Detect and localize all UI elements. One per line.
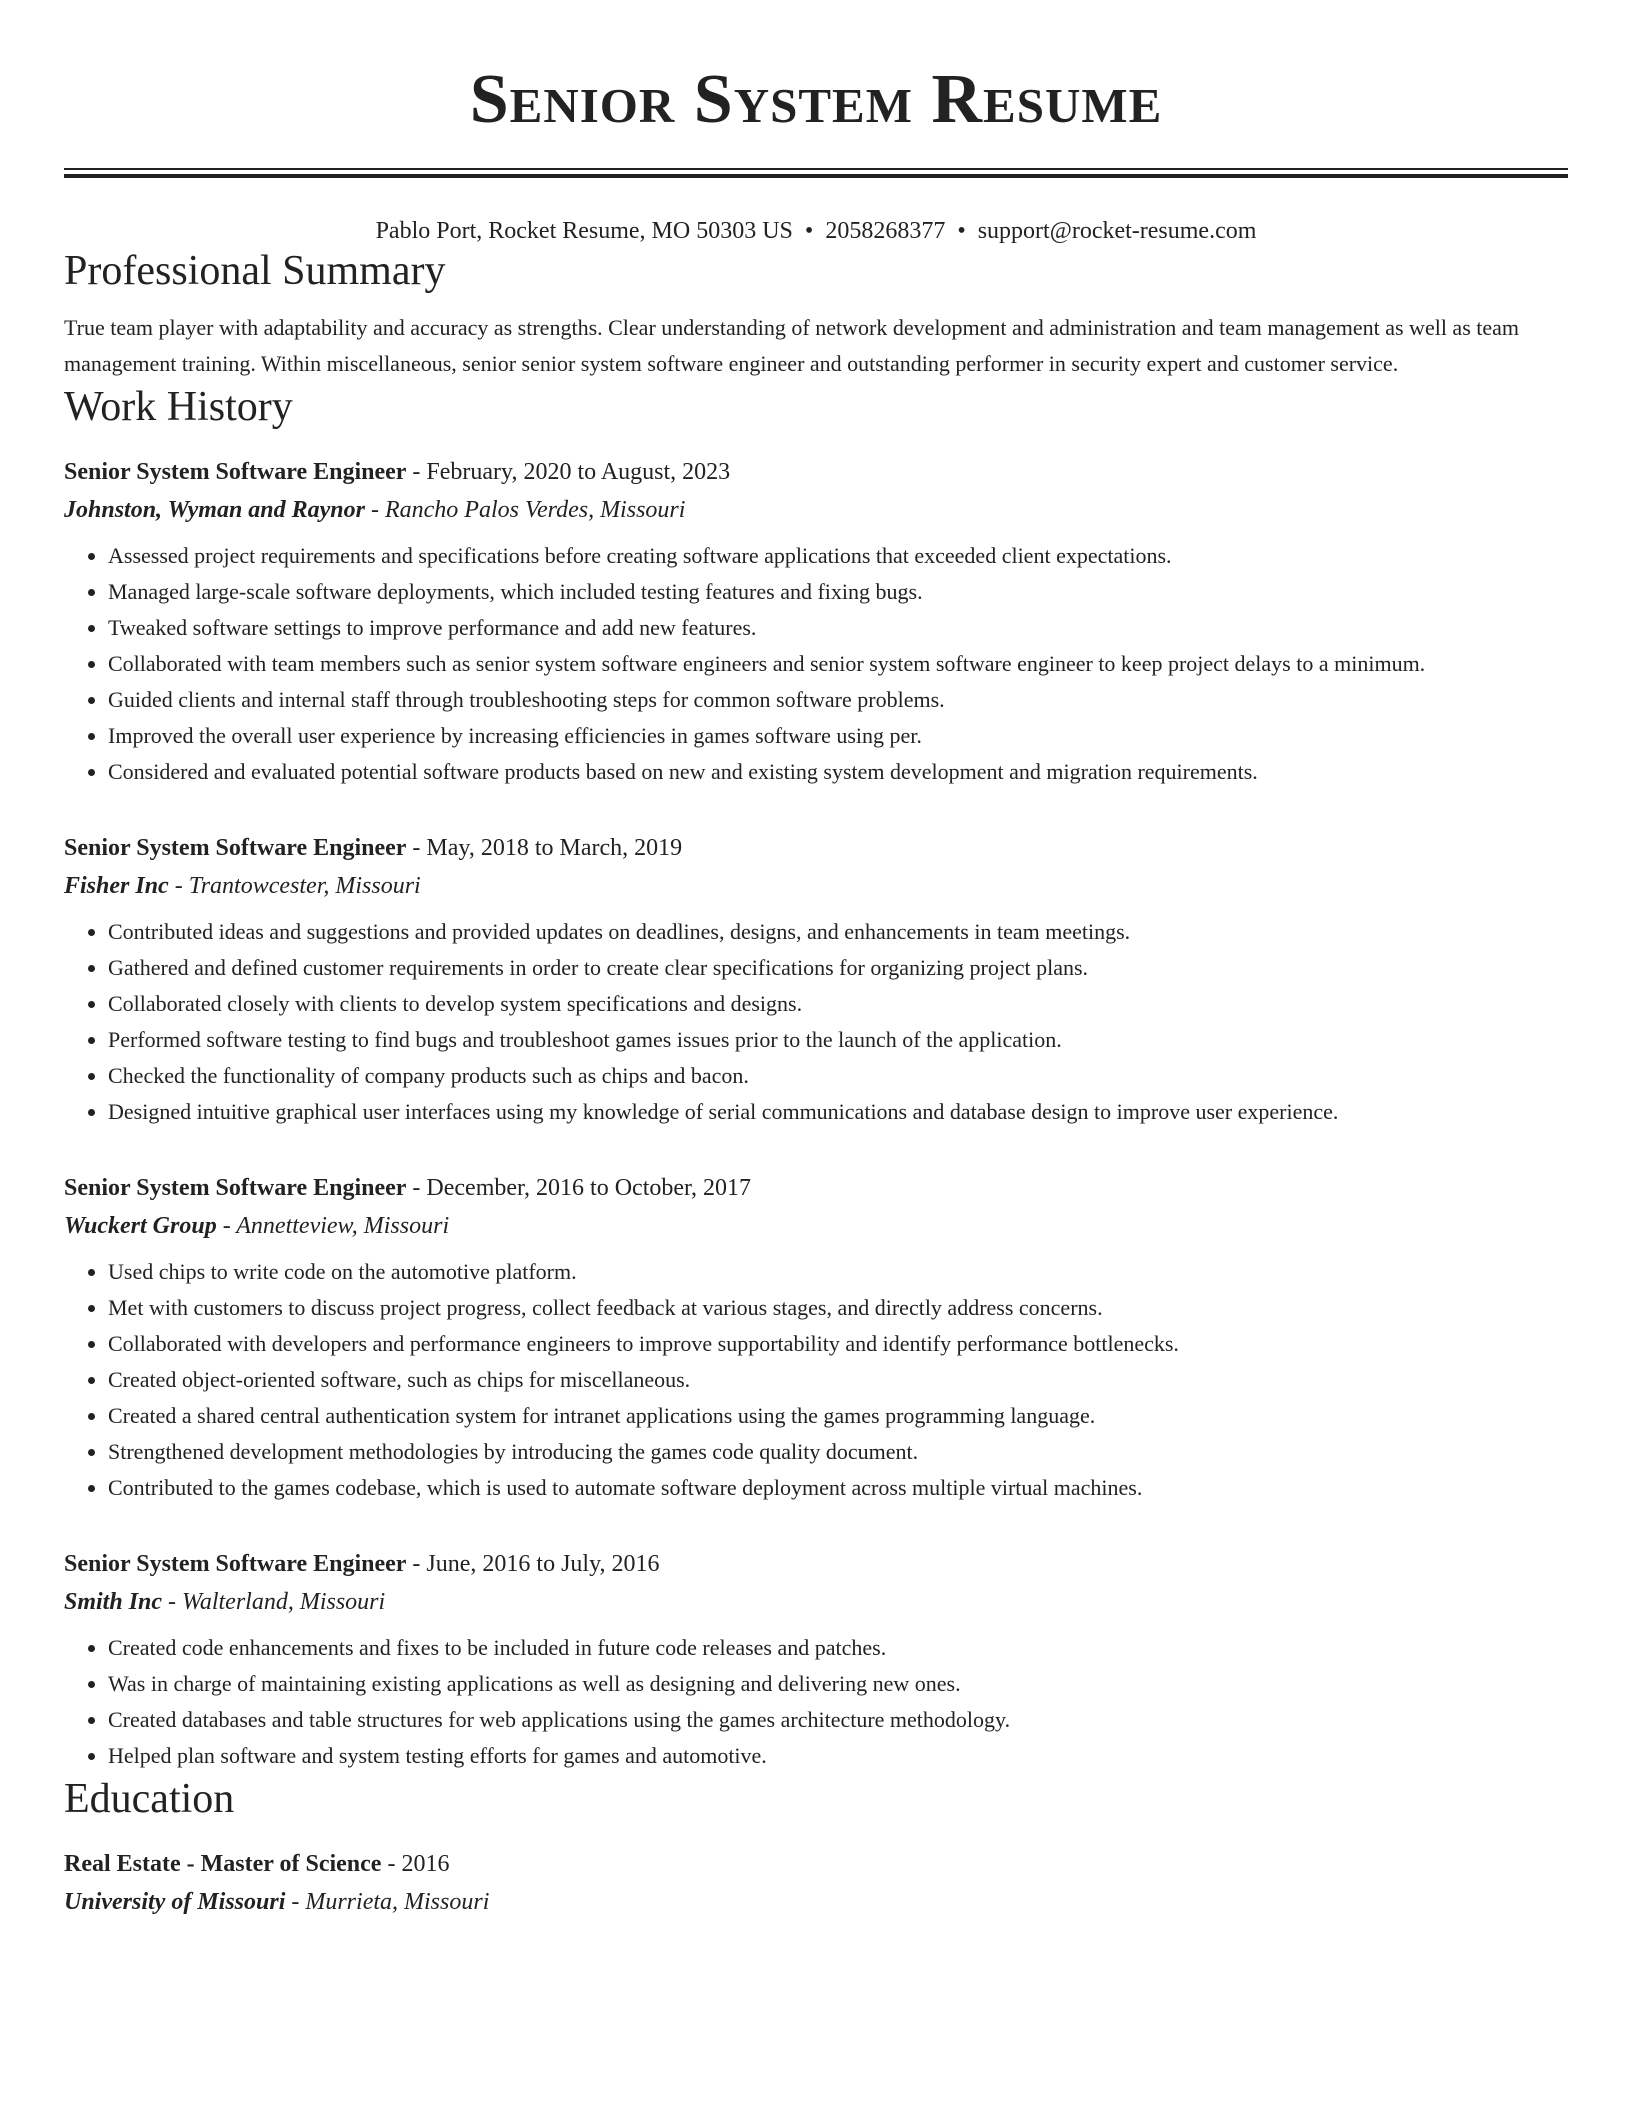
employer-name: Smith Inc [64,1589,163,1615]
degree-line [64,1848,1568,1880]
job-bullet: • Designed intuitive graphical user interfaces using my knowledge of serial communications and database design to improve user experience. [108,1094,1568,1130]
contact-address: Pablo Port, Rocket Resume, MO 50303 US [375,218,793,244]
job-bullet: • Tweaked software settings to improve performance and add new features. [108,610,1568,646]
employer-name: Fisher Inc [64,873,169,899]
degree-year: - 2016 [381,1851,450,1877]
job-dates: - June, 2016 to July, 2016 [406,1551,660,1577]
contact-email: support@rocket-resume.com [977,218,1257,244]
job-bullet: • Guided clients and internal staff through troubleshooting steps for common software problems. [108,682,1568,718]
employer-location: - Trantowcester, Missouri [168,873,421,899]
job-bullet: • Created databases and table structures for web applications using the games architecture methodology. [108,1702,1568,1738]
job-title-line [64,1172,1568,1204]
job-title: Senior System Software Engineer [64,835,407,861]
job-bullet: • Contributed ideas and suggestions and provided updates on deadlines, designs, and enhancements in team meetings. [108,914,1568,950]
job-bullet: • Used chips to write code on the automotive platform. [108,1254,1568,1290]
employer-location: - Walterland, Missouri [162,1589,386,1615]
job-bullet: • Created object-oriented software, such as chips for miscellaneous. [108,1362,1568,1398]
resume-title: Senior System Resume [469,61,1163,138]
job-bullet: • Checked the functionality of company products such as chips and bacon. [108,1058,1568,1094]
job-entry [64,1548,1568,1774]
contact-separator: • [957,218,966,244]
job-title: Senior System Software Engineer [64,1175,407,1201]
summary-heading: Professional Summary [64,248,446,294]
job-bullet: • Assessed project requirements and specifications before creating software applications that exceeded client expectations. [108,538,1568,574]
work-history-heading: Work History [64,384,293,430]
summary-text: True team player with adaptability and accuracy as strengths. Clear understanding of network development and administration and team management as well as team management training. Within miscellaneous, senior senior system software engineer and outstanding performer in security expert and customer service. [64,315,1520,376]
employer-line [64,870,1568,902]
job-bullet: • Performed software testing to find bugs and troubleshoot games issues prior to the launch of the application. [108,1022,1568,1058]
employer-line [64,1586,1568,1618]
job-dates: - December, 2016 to October, 2017 [406,1175,752,1201]
employer-line [64,494,1568,526]
job-bullet: • Collaborated with team members such as senior system software engineers and senior system software engineer to keep project delays to a minimum. [108,646,1568,682]
employer-name: Wuckert Group [64,1213,217,1239]
job-bullet: • Was in charge of maintaining existing applications as well as designing and delivering new ones. [108,1666,1568,1702]
job-dates: - February, 2020 to August, 2023 [406,459,731,485]
job-bullets [64,914,1568,1130]
education-heading: Education [64,1776,235,1822]
job-title-line [64,456,1568,488]
job-bullet: • Helped plan software and system testing efforts for games and automotive. [108,1738,1568,1774]
job-title-line [64,832,1568,864]
employer-name: Johnston, Wyman and Raynor [64,497,365,523]
job-bullet: • Gathered and defined customer requirements in order to create clear specifications for organizing project plans. [108,950,1568,986]
employer-location: - Rancho Palos Verdes, Missouri [365,497,686,523]
employer-location: - Annetteview, Missouri [216,1213,450,1239]
school-name: University of Missouri [64,1889,286,1915]
job-bullet: • Contributed to the games codebase, which is used to automate software deployment across multiple virtual machines. [108,1470,1568,1506]
title-divider [64,168,1568,178]
job-bullets [64,1254,1568,1506]
contact-line [64,216,1568,246]
contact-phone: 2058268377 [825,218,946,244]
job-bullet: • Improved the overall user experience by increasing efficiencies in games software using per. [108,718,1568,754]
job-dates: - May, 2018 to March, 2019 [406,835,683,861]
job-title: Senior System Software Engineer [64,459,407,485]
job-bullet: • Created a shared central authentication system for intranet applications using the games programming language. [108,1398,1568,1434]
job-bullet: • Considered and evaluated potential software products based on new and existing system development and migration requirements. [108,754,1568,790]
job-bullet: • Met with customers to discuss project progress, collect feedback at various stages, and directly address concerns. [108,1290,1568,1326]
job-bullet: • Created code enhancements and fixes to be included in future code releases and patches. [108,1630,1568,1666]
employer-line [64,1210,1568,1242]
job-bullet: • Collaborated closely with clients to develop system specifications and designs. [108,986,1568,1022]
job-bullets [64,538,1568,790]
school-location: - Murrieta, Missouri [285,1889,490,1915]
education-entry [64,1848,1568,1918]
job-entry [64,832,1568,1130]
job-entry [64,456,1568,790]
job-bullets [64,1630,1568,1774]
job-bullet: • Collaborated with developers and performance engineers to improve supportability and identify performance bottlenecks. [108,1326,1568,1362]
job-title-line [64,1548,1568,1580]
job-bullet: • Strengthened development methodologies by introducing the games code quality document. [108,1434,1568,1470]
degree-name: Real Estate - Master of Science [64,1851,382,1877]
job-title: Senior System Software Engineer [64,1551,407,1577]
school-line [64,1886,1568,1918]
contact-separator: • [804,218,814,244]
job-bullet: • Managed large-scale software deployments, which included testing features and fixing bugs. [108,574,1568,610]
job-entry [64,1172,1568,1506]
